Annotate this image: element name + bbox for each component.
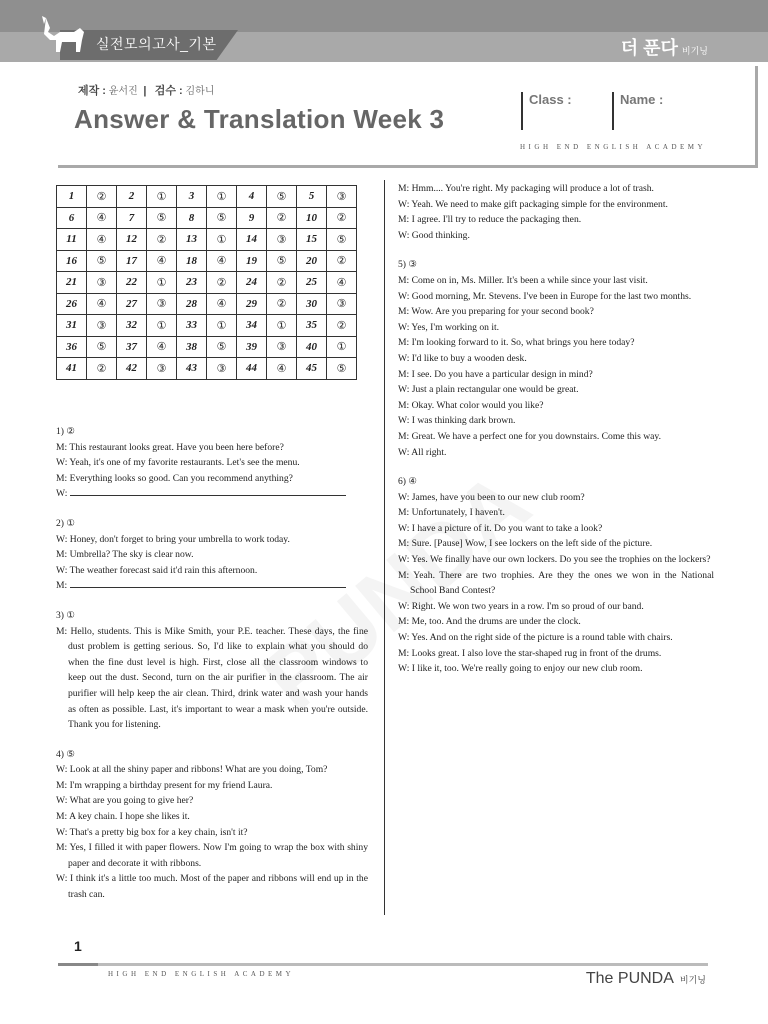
answer-choice: ③	[327, 293, 357, 315]
reviewer-name: 김하니	[185, 86, 215, 97]
dialogue-line: M: I'm wrapping a birthday present for my friend Laura.	[56, 779, 273, 791]
dialogue-line: M: A key chain. I hope she likes it.	[56, 811, 190, 823]
answer-label: 3) ①	[56, 609, 75, 621]
answer-blank[interactable]	[70, 486, 346, 496]
dialogue-line: M: Come on in, Ms. Miller. It's been a while since your last visit.	[398, 274, 648, 286]
question-number: 44	[237, 358, 267, 380]
script-block	[56, 747, 368, 903]
answer-choice: ③	[147, 358, 177, 380]
footer-brand-sub: 비기닝	[679, 975, 706, 985]
answer-choice: ④	[147, 336, 177, 358]
question-number: 43	[177, 358, 207, 380]
question-number: 40	[297, 336, 327, 358]
dialogue-line: M: I'm looking forward to it. So, what brings you here today?	[398, 337, 635, 349]
answer-choice: ④	[87, 293, 117, 315]
dialogue-line: W: I have a picture of it. Do you want to take a look?	[398, 522, 603, 534]
answer-row	[57, 336, 357, 358]
question-number: 29	[237, 293, 267, 315]
footer-brand	[586, 970, 706, 988]
question-number: 2	[117, 186, 147, 208]
question-number: 19	[237, 250, 267, 272]
answer-choice: ⑤	[87, 336, 117, 358]
question-number: 27	[117, 293, 147, 315]
dialogue-line: W: Just a plain rectangular one would be great.	[398, 384, 579, 396]
maker-name: 윤서진	[108, 86, 138, 97]
question-number: 11	[57, 229, 87, 251]
question-number: 8	[177, 207, 207, 229]
question-number: 10	[297, 207, 327, 229]
question-number: 41	[57, 358, 87, 380]
dialogue-line: M: Hello, students. This is Mike Smith, your P.E. teacher. These days, the fine dust problem is getting serious. So, I'd like to explain what you should do when the fine dust level is high. First, close all the classroom windows to keep out the dust. Second, turn on the air purifier in the classroom. The air purifier will help keep the air clean. Third, drink water and wash your hands as often as possible. Last, it's important to wear a mask when you're outside. Thank you for listening.	[56, 625, 368, 731]
answer-choice: ①	[207, 186, 237, 208]
answer-row	[57, 207, 357, 229]
question-number: 18	[177, 250, 207, 272]
answer-choice: ⑤	[87, 250, 117, 272]
dialogue-line: M: Umbrella? The sky is clear now.	[56, 549, 194, 561]
question-number: 36	[57, 336, 87, 358]
answer-choice: ③	[267, 229, 297, 251]
answer-label: 4) ⑤	[56, 748, 75, 760]
answer-row	[57, 293, 357, 315]
dialogue-line: M: Yeah. There are two trophies. Are they the ones we won in the National School Band Contest?	[398, 569, 714, 597]
brand-name: 더 푼다	[620, 38, 678, 58]
answer-choice: ②	[147, 229, 177, 251]
answer-choice: ①	[147, 272, 177, 294]
answer-choice: ①	[327, 336, 357, 358]
question-number: 7	[117, 207, 147, 229]
dialogue-line: W: Good morning, Mr. Stevens. I've been in Europe for the last two months.	[398, 290, 692, 302]
answer-row	[57, 315, 357, 337]
answer-label: 2) ①	[56, 517, 75, 529]
dialogue-line: W: Yes. We finally have our own lockers. Do you see the trophies on the lockers?	[398, 554, 711, 566]
answer-choice: ④	[327, 272, 357, 294]
answer-row	[57, 229, 357, 251]
question-number: 13	[177, 229, 207, 251]
answer-choice: ②	[267, 272, 297, 294]
dialogue-line: W: Good thinking.	[398, 229, 470, 241]
answer-choice: ⑤	[267, 250, 297, 272]
question-number: 4	[237, 186, 267, 208]
dialogue-line: M: Wow. Are you preparing for your second book?	[398, 306, 594, 318]
question-number: 42	[117, 358, 147, 380]
question-number: 22	[117, 272, 147, 294]
class-label: Class :	[529, 92, 572, 107]
footer-brand-name: The PUNDA	[585, 970, 674, 987]
answer-choice: ②	[267, 293, 297, 315]
answer-row	[57, 250, 357, 272]
answer-choice: ②	[327, 250, 357, 272]
name-label: Name :	[620, 92, 664, 107]
dialogue-line: M:	[56, 578, 368, 594]
answer-choice: ④	[207, 293, 237, 315]
brand-top	[621, 34, 708, 60]
answer-label: 1) ②	[56, 426, 75, 437]
dialogue-line: M: This restaurant looks great. Have you been here before?	[56, 441, 284, 453]
question-number: 30	[297, 293, 327, 315]
answer-choice: ④	[87, 207, 117, 229]
answer-choice: ②	[87, 358, 117, 380]
dialogue-line: M: Unfortunately, I haven't.	[398, 507, 505, 519]
banner-title: 실전모의고사_기본	[96, 36, 217, 52]
maker-label: 제작 :	[78, 85, 106, 97]
dialogue-line: W:	[56, 486, 368, 502]
answer-label: 5) ③	[398, 259, 417, 271]
academy-label: HIGH END ENGLISH ACADEMY	[520, 143, 707, 151]
dialogue-line: W: Yes. And on the right side of the picture is a round table with chairs.	[398, 632, 673, 644]
dialogue-line: M: Yes, I filled it with paper flowers. Now I'm going to wrap the box with shiny paper and decorate it with ribbons.	[56, 842, 368, 869]
answer-choice: ②	[267, 207, 297, 229]
question-number: 28	[177, 293, 207, 315]
dialogue-line: M: Hmm.... You're right. My packaging will produce a lot of trash.	[398, 183, 654, 194]
answer-choice: ①	[207, 315, 237, 337]
dialogue-line: W: I was thinking dark brown.	[398, 415, 516, 427]
script-block	[398, 181, 714, 243]
answer-choice: ⑤	[147, 207, 177, 229]
question-number: 37	[117, 336, 147, 358]
answer-choice: ①	[147, 186, 177, 208]
question-number: 26	[57, 293, 87, 315]
dialogue-line: W: Yeah, it's one of my favorite restaurants. Let's see the menu.	[56, 457, 300, 469]
question-number: 33	[177, 315, 207, 337]
dialogue-line: M: I see. Do you have a particular design in mind?	[398, 368, 593, 380]
answer-choice: ①	[147, 315, 177, 337]
dialogue-line: M: Okay. What color would you like?	[398, 399, 544, 411]
dialogue-line: M: Great. We have a perfect one for you downstairs. Come this way.	[398, 430, 661, 442]
answer-choice: ④	[87, 229, 117, 251]
answer-choice: ③	[87, 315, 117, 337]
question-number: 9	[237, 207, 267, 229]
answer-choice: ⑤	[327, 358, 357, 380]
dialogue-line: W: That's a pretty big box for a key chain, isn't it?	[56, 826, 248, 838]
donkey-logo-icon	[40, 14, 90, 56]
answer-choice: ②	[327, 315, 357, 337]
question-number: 16	[57, 250, 87, 272]
script-block	[398, 257, 714, 460]
answer-choice: ①	[207, 229, 237, 251]
question-number: 32	[117, 315, 147, 337]
class-field[interactable]	[521, 92, 572, 130]
reviewer-label: 검수 :	[154, 85, 183, 97]
question-number: 17	[117, 250, 147, 272]
dialogue-line: M: Sure. [Pause] Wow, I see lockers on the left side of the picture.	[398, 538, 653, 550]
footer-academy: HIGH END ENGLISH ACADEMY	[108, 970, 295, 978]
answer-label: 6) ④	[398, 476, 417, 488]
dialogue-line: W: The weather forecast said it'd rain this afternoon.	[56, 564, 258, 576]
footer-bar	[58, 963, 708, 966]
question-number: 20	[297, 250, 327, 272]
page-title: Answer & Translation Week 3	[74, 104, 445, 134]
question-number: 5	[297, 186, 327, 208]
question-number: 45	[297, 358, 327, 380]
dialogue-line: W: James, have you been to our new club room?	[398, 491, 585, 503]
answer-choice: ⑤	[207, 336, 237, 358]
dialogue-line: W: Right. We won two years in a row. I'm so proud of our band.	[398, 600, 644, 612]
answer-choice: ③	[87, 272, 117, 294]
answer-row	[57, 186, 357, 208]
credits: 제작 : 윤서진 | 검수 : 김하니	[78, 85, 215, 97]
question-number: 25	[297, 272, 327, 294]
answer-choice: ③	[207, 358, 237, 380]
answer-choice: ④	[207, 250, 237, 272]
dialogue-line: M: Everything looks so good. Can you recommend anything?	[56, 472, 293, 484]
answer-choice: ⑤	[207, 207, 237, 229]
question-number: 1	[57, 186, 87, 208]
answer-choice: ①	[267, 315, 297, 337]
dialogue-line: W: Yeah. We need to make gift packaging simple for the environment.	[398, 198, 668, 210]
dialogue-line: W: I think it's a little too much. Most of the paper and ribbons will end up in the trash can.	[56, 873, 368, 901]
answer-choice: ②	[87, 186, 117, 208]
dialogue-line: W: I like it, too. We're really going to enjoy our new club room.	[398, 663, 643, 675]
question-number: 14	[237, 229, 267, 251]
answer-choice: ②	[327, 207, 357, 229]
answer-choice: ④	[267, 358, 297, 380]
name-field[interactable]	[612, 92, 663, 130]
page-number: 1	[74, 938, 82, 954]
question-number: 21	[57, 272, 87, 294]
answer-choice: ③	[147, 293, 177, 315]
dialogue-line: W: I'd like to buy a wooden desk.	[398, 352, 527, 364]
dialogue-line: W: Yes, I'm working on it.	[398, 321, 500, 333]
answer-choice: ③	[267, 336, 297, 358]
answer-row	[57, 272, 357, 294]
script-block	[56, 424, 368, 502]
dialogue-line: W: Look at all the shiny paper and ribbons! What are you doing, Tom?	[56, 764, 328, 776]
question-number: 35	[297, 315, 327, 337]
answer-key-table	[56, 185, 357, 380]
question-number: 39	[237, 336, 267, 358]
answer-blank[interactable]	[70, 578, 346, 588]
answer-choice: ④	[147, 250, 177, 272]
question-number: 12	[117, 229, 147, 251]
dialogue-line: W: All right.	[398, 446, 447, 458]
question-number: 3	[177, 186, 207, 208]
answer-row	[57, 358, 357, 380]
question-number: 34	[237, 315, 267, 337]
question-number: 6	[57, 207, 87, 229]
answer-choice: ⑤	[267, 186, 297, 208]
question-number: 38	[177, 336, 207, 358]
answer-choice: ②	[207, 272, 237, 294]
question-number: 15	[297, 229, 327, 251]
dialogue-line: M: Me, too. And the drums are under the clock.	[398, 616, 581, 628]
brand-sub: 비기닝	[681, 46, 708, 56]
script-block	[56, 516, 368, 594]
dialogue-line: M: Looks great. I also love the star-shaped rug in front of the drums.	[398, 647, 662, 659]
question-number: 23	[177, 272, 207, 294]
question-number: 24	[237, 272, 267, 294]
question-number: 31	[57, 315, 87, 337]
dialogue-line: W: Honey, don't forget to bring your umbrella to work today.	[56, 533, 290, 545]
answer-choice: ⑤	[327, 229, 357, 251]
answer-choice: ③	[327, 186, 357, 208]
dialogue-line: M: I agree. I'll try to reduce the packaging then.	[398, 214, 582, 226]
dialogue-line: W: What are you going to give her?	[56, 795, 194, 807]
